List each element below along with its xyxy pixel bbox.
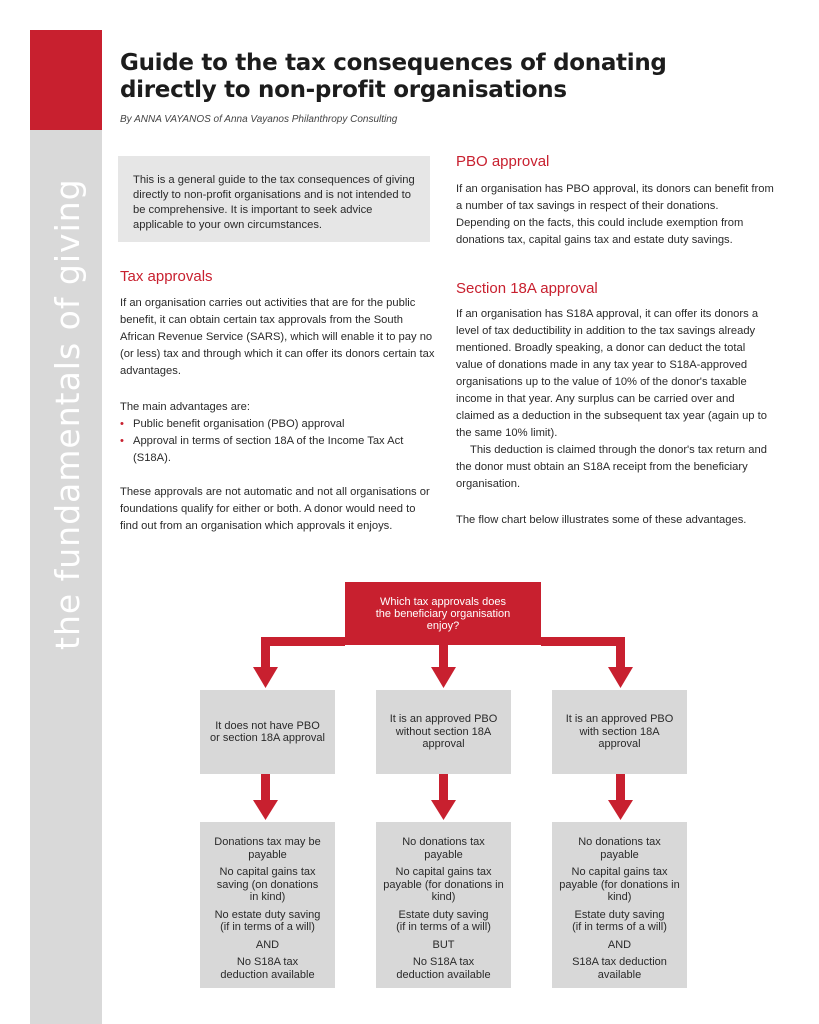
connector-right-horizontal [541, 637, 625, 646]
outcome-line: No donations tax payable [578, 836, 661, 861]
outcome-line: No estate duty saving (if in terms of a will) [214, 908, 321, 933]
flowchart-intro-paragraph: The flow chart below illustrates some of these advantages. [456, 514, 747, 526]
pbo-heading: PBO approval [456, 153, 550, 170]
tax-approvals-paragraph: If an organisation carries out activities that are for the public benefit, it can obtain certain tax approvals from the South African Revenue Service (SARS), which will enable it to pay no (or less) tax and through which it can offer its donors certain tax advantages. [120, 297, 435, 377]
outcome-line: Estate duty saving (if in terms of a will) [396, 908, 491, 933]
outcome-line: No capital gains tax saving (on donations in kind) [216, 866, 319, 903]
arrow-head-right [608, 667, 633, 688]
approvals-note-paragraph: These approvals are not automatic and not all organisations or foundations qualify for either or both. A donor would need to find out from an organisation which approvals it enjoys. [120, 486, 430, 532]
outcome-box-no-approval [200, 822, 335, 988]
byline: By ANNA VAYANOS of Anna Vayanos Philanthropy Consulting [120, 114, 398, 125]
connector-center-vertical [439, 645, 448, 667]
condition-box-pbo-s18a: It is an approved PBO with section 18A approval [552, 690, 687, 774]
outcome-line: No S18A tax deduction available [396, 956, 491, 981]
s18a-heading: Section 18A approval [456, 280, 598, 297]
outcome-box-pbo-s18a [552, 822, 687, 988]
outcome-box-pbo-only [376, 822, 511, 988]
advantages-intro: The main advantages are: [120, 401, 250, 413]
outcome-line: Estate duty saving (if in terms of a will) [572, 908, 667, 933]
intro-box: This is a general guide to the tax consequences of giving directly to non-profit organisations and is not intended to be comprehensive. It is important to seek advice applicable to your own circumstances. [118, 156, 430, 242]
arrow-head-center [431, 667, 456, 688]
condition-box-no-approval: It does not have PBO or section 18A approval [200, 690, 335, 774]
outcome-line: BUT [432, 938, 455, 951]
connector-right-vertical [616, 637, 625, 667]
outcome-line: S18A tax deduction available [572, 956, 667, 981]
outcome-line: AND [255, 938, 280, 951]
list-item: • Approval in terms of section 18A of the Income Tax Act (S18A). [120, 433, 435, 467]
connector-center-lower [439, 774, 448, 800]
tax-approvals-heading: Tax approvals [120, 268, 213, 285]
connector-left-vertical [261, 637, 270, 667]
connector-right-lower [616, 774, 625, 800]
outcome-line: Donations tax may be payable [214, 836, 321, 861]
s18a-paragraph: If an organisation has S18A approval, it can offer its donors a level of tax deductibility in addition to the tax savings already mentioned. Broadly speaking, a donor can deduct the total value of donations made in any tax year to S18A-approved organisations up to the value of 10% of the donor's taxable income in that year. Any surplus can be carried over and claimed as a deduction in the subsequent tax year (again up to the same 10% limit). [456, 308, 767, 439]
arrow-head-center-lower [431, 800, 456, 820]
connector-left-lower [261, 774, 270, 800]
list-item: • Public benefit organisation (PBO) approval [120, 416, 435, 433]
pbo-paragraph: If an organisation has PBO approval, its donors can benefit from a number of tax savings in respect of their donations. Depending on the facts, this could include exemption from donations tax, capital gains tax and estate duty savings. [456, 183, 774, 246]
arrow-head-left [253, 667, 278, 688]
outcome-line: No S18A tax deduction available [220, 956, 315, 981]
arrow-head-left-lower [253, 800, 278, 820]
outcome-line: No capital gains tax payable (for donations in kind) [559, 866, 680, 903]
arrow-head-right-lower [608, 800, 633, 820]
sidebar-section-label: the fundamentals of giving [48, 178, 87, 650]
outcome-line: AND [607, 938, 632, 951]
outcome-line: No capital gains tax payable (for donations in kind) [383, 866, 504, 903]
condition-box-pbo-only: It is an approved PBO without section 18A approval [376, 690, 511, 774]
outcome-line: No donations tax payable [402, 836, 485, 861]
s18a-deduction-paragraph: This deduction is claimed through the donor's tax return and the donor must obtain an S18A receipt from the beneficiary organisation. [456, 444, 767, 490]
article-title: Guide to the tax consequences of donating directly to non-profit organisations [120, 50, 667, 103]
flowchart-question-box: Which tax approvals does the beneficiary organisation enjoy? [345, 582, 541, 645]
connector-left-horizontal [261, 637, 345, 646]
